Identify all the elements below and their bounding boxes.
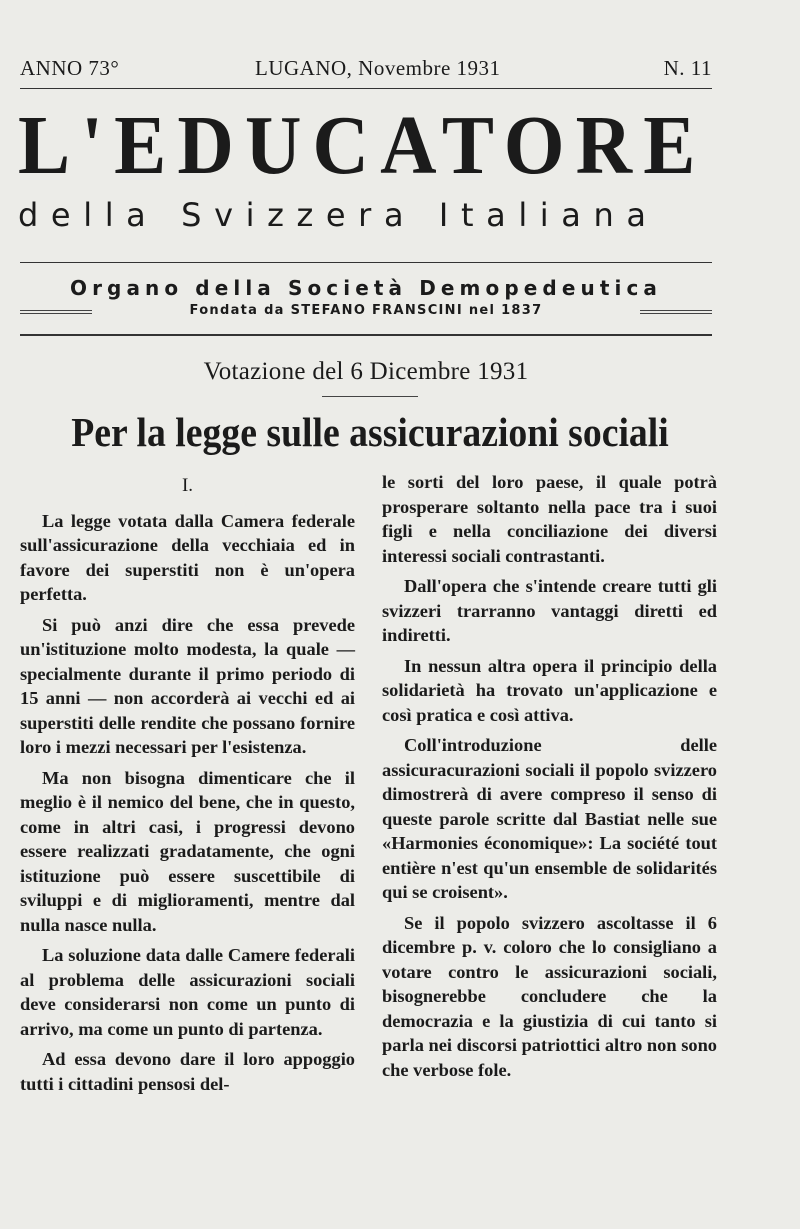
ornament-rule-right <box>640 310 712 314</box>
organ-line: Organo della Società Demopedeutica <box>69 276 663 300</box>
paragraph: Si può anzi dire che essa prevede un'istituzione molto modesta, la quale — specialmente durante il primo periodo di 15 anni — non accorderà ai vecchi ed ai superstiti delle rendite che possano fornire loro i mezzi necessari per l'esistenza. <box>20 614 355 757</box>
masthead-subtitle: della Svizzera Italiana <box>18 196 659 234</box>
paragraph: le sorti del loro paese, il quale potrà prosperare soltanto nella pace tra i suoi figli e nella conciliazione dei diversi interessi sociali contrastanti. <box>382 472 717 566</box>
folio-line <box>20 56 712 86</box>
masthead-title: L'EDUCATORE <box>18 99 707 192</box>
paragraph: Ma non bisogna dimenticare che il meglio è il nemico del bene, che in questo, come in altri casi, i progressi devono essere realizzati gradatamente, che ogni istituzione può essere suscettibile di sviluppi e di miglioramenti, mentre dal nulla nasce nulla. <box>20 767 355 935</box>
article-column-left <box>20 470 355 1102</box>
volume-year: ANNO 73° <box>20 56 120 80</box>
article-headline: Per la legge sulle assicurazioni sociali <box>71 409 669 455</box>
paragraph: In nessun altra opera il principio della solidarietà ha trovato un'applicazione e così pratica e così attiva. <box>382 655 717 725</box>
paragraph: La legge votata dalla Camera federale sull'assicurazione della vecchiaia ed in favore dei superstiti non è un'opera perfetta. <box>20 510 355 604</box>
paragraph: Ad essa devono dare il loro appoggio tutti i cittadini pensosi del- <box>20 1049 355 1094</box>
folio-rule <box>20 88 712 89</box>
paragraph: La soluzione data dalle Camere federali al problema delle assicurazioni sociali deve considerarsi non come un punto di arrivo, ma come un punto di partenza. <box>20 945 355 1039</box>
header-bottom-rule <box>20 334 712 336</box>
paragraph: Se il popolo svizzero ascoltasse il 6 dicembre p. v. coloro che lo consigliano a votare contro le assicurazioni sociali, bisognerebbe concludere che la democrazia e la giustizia di cui tanto si parla nei discorsi patriottici altro non sono che verbose fole. <box>382 912 717 1080</box>
masthead-rule <box>20 262 712 263</box>
kicker-rule <box>322 396 418 397</box>
paragraph: Coll'introduzione delle assicuracurazioni sociali il popolo svizzero dimostrerà di avere compreso il senso di queste parole scritte dal Bastiat nelle sue «Harmonies économique»: La société tout entière n'est qu'un ensemble de solidarités qui se croisent». <box>382 735 717 902</box>
founded-row <box>20 302 712 324</box>
article-kicker: Votazione del 6 Dicembre 1931 <box>203 358 529 385</box>
article-column-right <box>382 470 717 1088</box>
founded-line: Fondata da STEFANO FRANSCINI nel 1837 <box>189 303 543 318</box>
issue-number: N. 11 <box>663 56 712 80</box>
section-numeral: I. <box>181 475 194 496</box>
paragraph: Dall'opera che s'intende creare tutti gli svizzeri trarranno vantaggi diretti ed indiretti. <box>382 576 717 645</box>
place-date: LUGANO, Novembre 1931 <box>255 56 501 80</box>
